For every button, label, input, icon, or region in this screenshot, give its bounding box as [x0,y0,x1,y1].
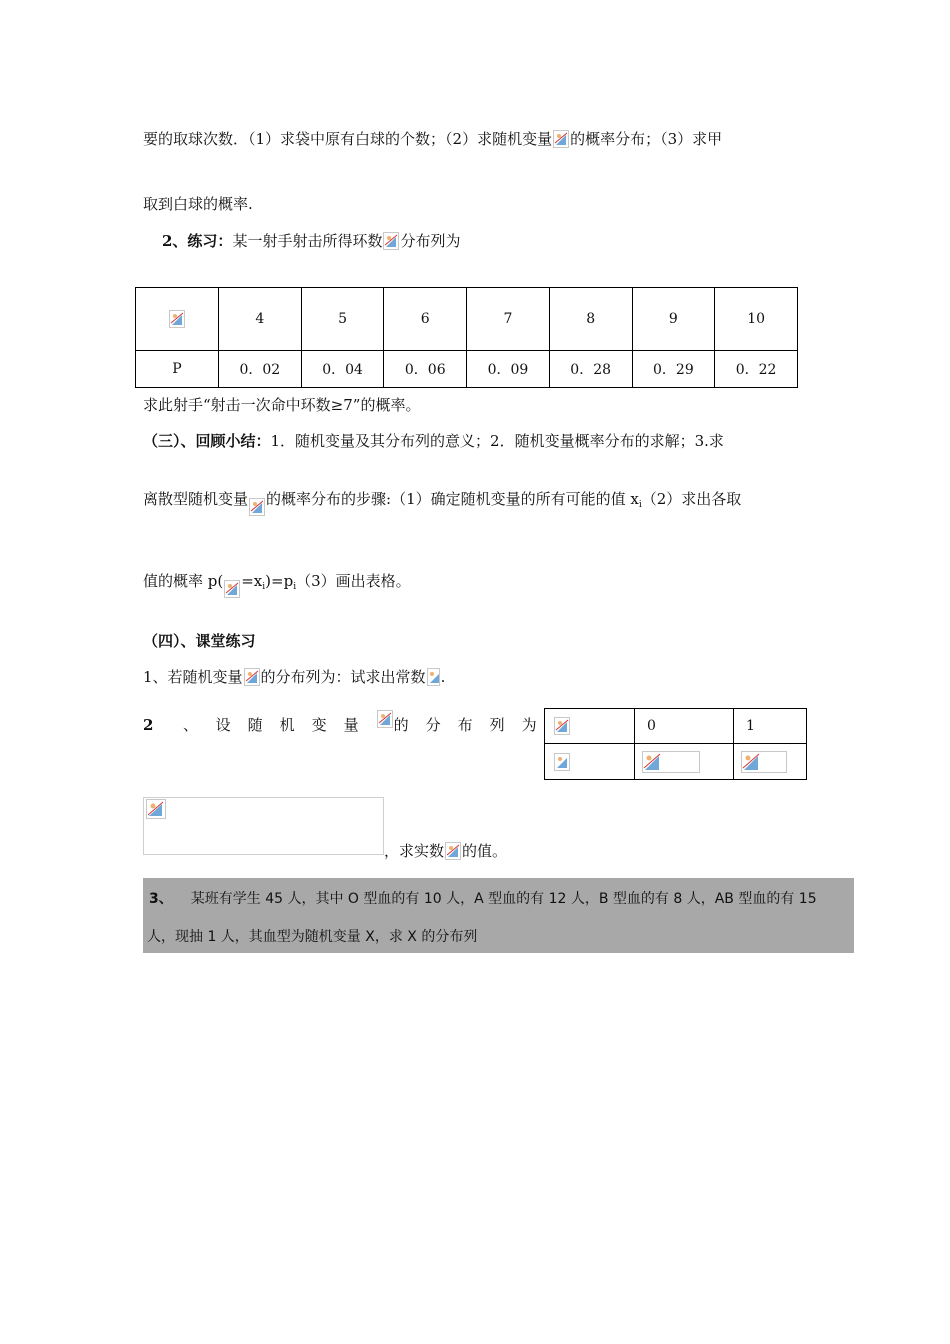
exercise-2-line [143,710,554,735]
summary-line-3 [143,570,411,598]
table-cell: 5 [301,288,384,351]
table-cell: 1 [734,709,807,744]
question-text: 求此射手“射击一次命中环数≥7”的概率。 [143,396,421,414]
table-cell: 9 [632,288,715,351]
table-cell: 6 [384,288,467,351]
table-cell: 10 [715,288,798,351]
subscript-i: i [293,582,297,592]
table-cell: 0．06 [384,351,467,388]
practice-2-line [162,230,460,251]
table-cell-p-label: P [136,351,219,388]
section-4-heading [143,630,256,651]
summary-text-3d: （3）画出表格。 [296,572,411,590]
summary-text-2c: （2）求出各取 [641,490,742,508]
broken-image-icon [642,751,700,773]
broken-image-icon [741,751,787,773]
practice-2-label: 2、练习： [162,232,233,250]
summary-text-2a: 离散型随机变量 [143,490,249,508]
broken-image-icon [445,842,461,860]
summary-text-3a: 值的概率 p( [143,572,224,590]
table-cell-p-label [545,744,635,780]
large-image-placeholder [143,797,384,855]
exercise-2-text-b: 的分布列为 [393,716,554,734]
table-cell-variable [136,288,219,351]
summary-line-2 [143,488,741,516]
broken-image-icon [377,710,393,728]
line1-part-a: 要的取球次数．（1）求袋中原有白球的个数；（2）求随机变量 [143,130,553,148]
practice-2-text-a: 某一射手射击所得环数 [232,232,383,250]
table-cell: 0．22 [715,351,798,388]
section-4-label: （四）、课堂练习 [143,632,256,650]
distribution-table [135,287,798,388]
subscript-i: i [638,500,642,510]
table-cell-formula [734,744,807,780]
broken-image-icon [169,310,185,328]
exercise-2-number: 2 [143,716,154,734]
exercise-1-line [143,666,445,687]
table-cell: 8 [549,288,632,351]
practice-2-text-b: 分布列为 [400,232,461,250]
table-cell: 0．09 [467,351,550,388]
table-header-row [545,709,807,744]
broken-image-icon [554,717,570,735]
exercise-3-number: 3、 [149,891,173,907]
broken-image-icon [224,580,240,598]
broken-image-icon [427,668,440,686]
text-line-1 [143,128,722,149]
broken-image-icon [383,232,399,250]
line1-part-b: 的概率分布；（3）求甲 [570,130,723,148]
table-probability-row [545,744,807,780]
summary-text-3b: =x [241,572,263,590]
table-header-row [136,288,798,351]
broken-image-icon [244,668,260,686]
table-cell: 4 [219,288,302,351]
summary-label: （三）、回顾小结： [143,432,271,450]
exercise-3-image [143,878,854,953]
broken-image-icon [554,753,570,771]
exercise-2-separator: 、 [183,716,199,734]
summary-text-2b: 的概率分布的步骤:（1）确定随机变量的所有可能的值 x [266,490,639,508]
text-line-2 [143,193,253,214]
summary-text-1: 1．随机变量及其分布列的意义；2．随机变量概率分布的求解；3.求 [270,432,724,450]
exercise-2-text-a: 设随机变量 [215,716,376,734]
exercise-2-tail [384,840,507,861]
exercise-1-text-b: 的分布列为：试求出常数 [260,668,426,686]
exercise-3-text-2: 人，现抽 1 人，其血型为随机变量 X，求 X 的分布列 [147,929,478,945]
broken-image-icon [553,130,569,148]
exercise-3-text-1: 某班有学生 45 人，其中 O 型血的有 10 人，A 型血的有 12 人，B 型血的有 8 人，AB 型血的有 15 [190,891,817,907]
line2-text: 取到白球的概率. [143,195,253,213]
question-line [143,394,420,415]
exercise-1-text-a: 1、若随机变量 [143,668,243,686]
exercise-1-text-c: . [440,668,446,686]
table-cell: 0 [635,709,734,744]
table-probability-row [136,351,798,388]
exercise-3-line-1 [149,888,817,908]
table-cell: 0．29 [632,351,715,388]
table-cell: 7 [467,288,550,351]
table-cell-variable [545,709,635,744]
broken-image-icon [249,498,265,516]
table-cell: 0．02 [219,351,302,388]
summary-text-3c: )=p [265,572,294,590]
exercise-3-line-2 [147,926,477,946]
subscript-i: i [262,582,266,592]
table-cell: 0．04 [301,351,384,388]
table-cell: 0．28 [549,351,632,388]
exercise-2-tail-b: 的值。 [462,842,508,860]
summary-line-1 [143,430,724,451]
broken-image-icon [146,799,166,819]
exercise-2-table [544,708,807,780]
exercise-2-tail-a: ，求实数 [384,842,445,860]
table-cell-formula [635,744,734,780]
